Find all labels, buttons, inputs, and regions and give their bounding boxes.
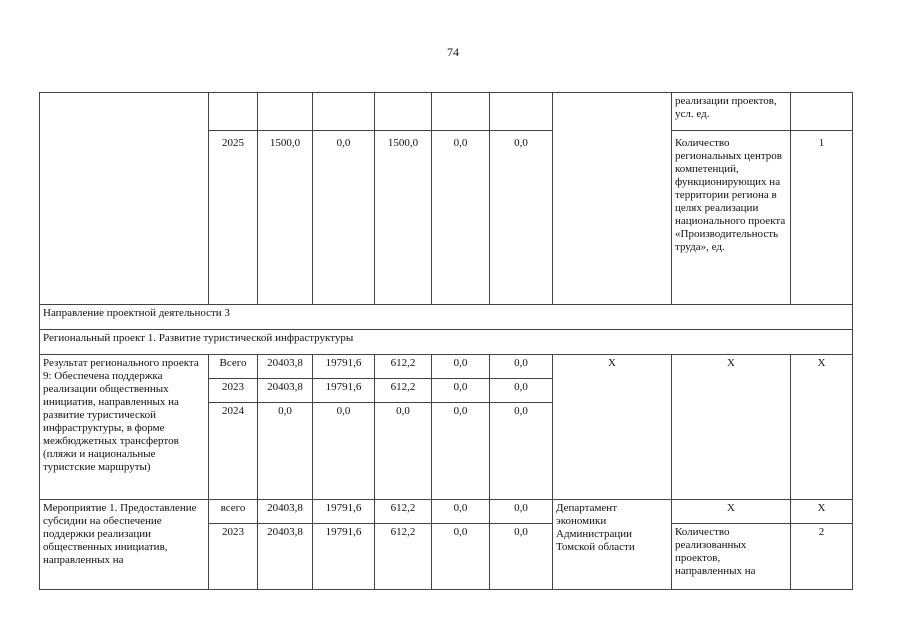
fed-cell: 19791,6 bbox=[313, 379, 375, 403]
table-row bbox=[40, 330, 853, 355]
total-cell: 20403,8 bbox=[258, 524, 313, 590]
local-cell: 0,0 bbox=[432, 379, 490, 403]
program-table bbox=[39, 92, 853, 590]
indicator-cell: Количество региональных центров компетенций, функционирующих на территории региона в целях реализации национального проекта «Производительность труда», ед. bbox=[672, 131, 791, 305]
year-cell: 2024 bbox=[209, 403, 258, 500]
year-cell: всего bbox=[209, 500, 258, 524]
executor-cell: X bbox=[553, 355, 672, 500]
other-cell: 0,0 bbox=[490, 131, 553, 305]
other-cell: 0,0 bbox=[490, 403, 553, 500]
year-cell: 2023 bbox=[209, 379, 258, 403]
value-cell: 1 bbox=[791, 131, 853, 305]
reg-cell: 612,2 bbox=[375, 355, 432, 379]
value-cell: X bbox=[791, 355, 853, 500]
indicator-cell: X bbox=[672, 500, 791, 524]
total-cell: 20403,8 bbox=[258, 379, 313, 403]
other-cell-empty bbox=[490, 93, 553, 131]
fed-cell: 19791,6 bbox=[313, 524, 375, 590]
total-cell: 20403,8 bbox=[258, 500, 313, 524]
executor-cell: Департамент экономики Администрации Томской области bbox=[553, 500, 672, 590]
reg-cell: 612,2 bbox=[375, 379, 432, 403]
indicator-cell: Количество реализованных проектов, направленных на bbox=[672, 524, 791, 590]
year-cell: 2023 bbox=[209, 524, 258, 590]
reg-cell: 1500,0 bbox=[375, 131, 432, 305]
total-cell: 1500,0 bbox=[258, 131, 313, 305]
result-name-cell: Результат регионального проекта 9: Обеспечена поддержка реализации общественных инициатив, направленных на развитие туристической инфраструктуры, в форме межбюджетных трансфертов (пляжи и национальные туристские маршруты) bbox=[40, 355, 209, 500]
fed-cell: 0,0 bbox=[313, 131, 375, 305]
total-cell-empty bbox=[258, 93, 313, 131]
local-cell: 0,0 bbox=[432, 403, 490, 500]
fed-cell: 0,0 bbox=[313, 403, 375, 500]
other-cell: 0,0 bbox=[490, 379, 553, 403]
table-row bbox=[40, 500, 853, 524]
total-cell: 20403,8 bbox=[258, 355, 313, 379]
reg-cell: 0,0 bbox=[375, 403, 432, 500]
value-cell-empty bbox=[791, 93, 853, 131]
fed-cell: 19791,6 bbox=[313, 355, 375, 379]
value-cell: 2 bbox=[791, 524, 853, 590]
local-cell: 0,0 bbox=[432, 500, 490, 524]
indicator-cell: реализации проектов, усл. ед. bbox=[672, 93, 791, 131]
indicator-cell: X bbox=[672, 355, 791, 500]
year-cell-empty bbox=[209, 93, 258, 131]
reg-cell: 612,2 bbox=[375, 524, 432, 590]
year-cell: 2025 bbox=[209, 131, 258, 305]
local-cell: 0,0 bbox=[432, 131, 490, 305]
name-cell-empty bbox=[40, 93, 209, 305]
year-cell: Всего bbox=[209, 355, 258, 379]
other-cell: 0,0 bbox=[490, 355, 553, 379]
reg-cell: 612,2 bbox=[375, 500, 432, 524]
page-number: 74 bbox=[447, 45, 459, 59]
local-cell: 0,0 bbox=[432, 524, 490, 590]
other-cell: 0,0 bbox=[490, 524, 553, 590]
other-cell: 0,0 bbox=[490, 500, 553, 524]
table-row bbox=[40, 355, 853, 379]
fed-cell: 19791,6 bbox=[313, 500, 375, 524]
table-row bbox=[40, 305, 853, 330]
table-row bbox=[40, 93, 853, 131]
fed-cell-empty bbox=[313, 93, 375, 131]
measure-name-cell: Мероприятие 1. Предоставление субсидии на обеспечение поддержки реализации общественных инициатив, направленных на bbox=[40, 500, 209, 590]
reg-cell-empty bbox=[375, 93, 432, 131]
local-cell-empty bbox=[432, 93, 490, 131]
total-cell: 0,0 bbox=[258, 403, 313, 500]
project-cell: Региональный проект 1. Развитие туристической инфраструктуры bbox=[40, 330, 853, 355]
direction-cell: Направление проектной деятельности 3 bbox=[40, 305, 853, 330]
local-cell: 0,0 bbox=[432, 355, 490, 379]
value-cell: X bbox=[791, 500, 853, 524]
executor-cell-empty bbox=[553, 93, 672, 305]
